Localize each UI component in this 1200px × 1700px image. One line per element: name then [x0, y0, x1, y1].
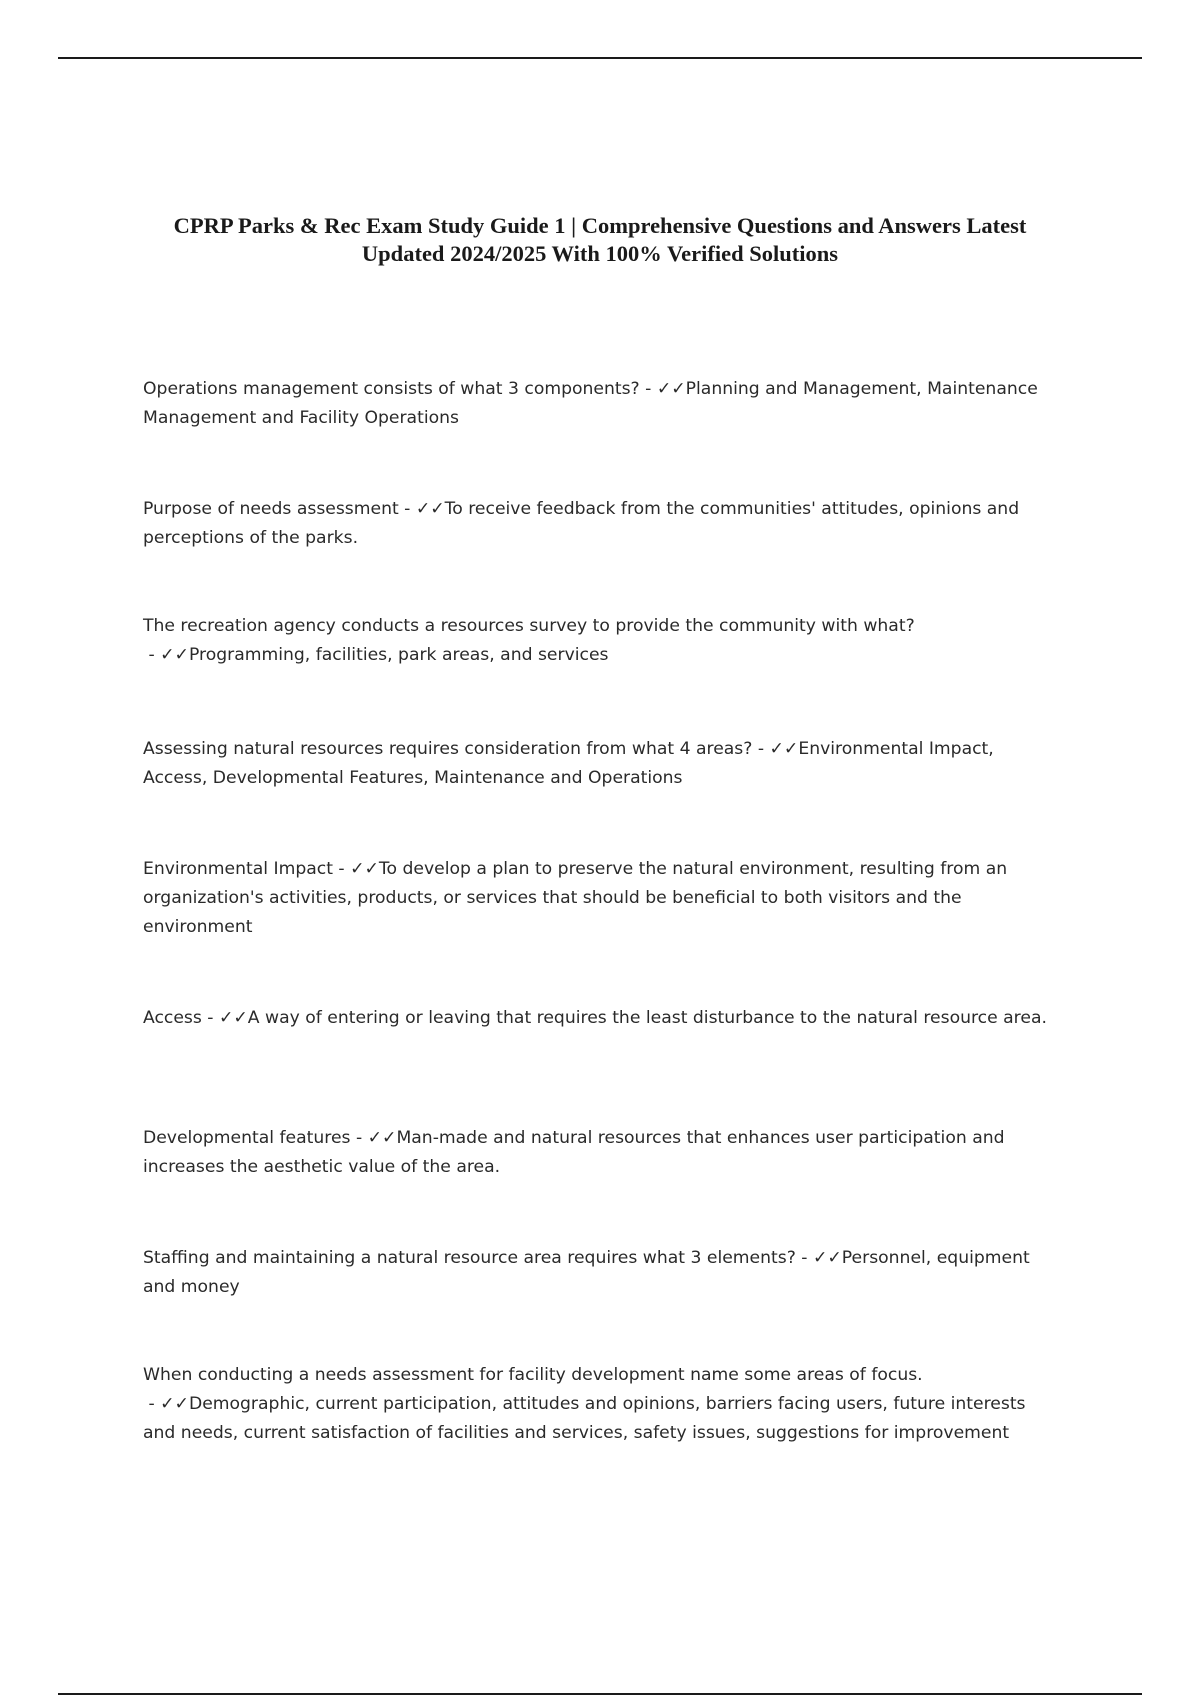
question-text: Developmental features — [143, 1128, 351, 1148]
question-text: Operations management consists of what 3 components? — [143, 379, 640, 399]
qa-entry — [143, 612, 1063, 670]
qa-entry — [143, 855, 1063, 942]
double-check-icon: ✓✓ — [415, 499, 445, 519]
question-text: When conducting a needs assessment for facility development name some areas of focus. — [143, 1365, 923, 1385]
answer-text: To develop a plan to preserve the natural environment, resulting from an organization's activities, products, or services that should be beneficial to both visitors and the environment — [143, 859, 1008, 937]
answer-text: Planning and Management, Maintenance Management and Facility Operations — [143, 379, 1038, 428]
answer-text: Man-made and natural resources that enhances user participation and increases the aesthetic value of the area. — [143, 1128, 1005, 1177]
separator: - — [398, 499, 416, 519]
question-text: Assessing natural resources requires consideration from what 4 areas? — [143, 739, 753, 759]
double-check-icon: ✓✓ — [218, 1008, 248, 1028]
separator: - — [350, 1128, 368, 1148]
qa-entry — [143, 735, 1063, 793]
double-check-icon: ✓✓ — [350, 859, 379, 879]
separator: - — [639, 379, 657, 399]
top-rule — [58, 57, 1142, 59]
separator: - — [795, 1248, 813, 1268]
answer-text: Programming, facilities, park areas, and services — [188, 645, 609, 665]
question-text: Purpose of needs assessment — [143, 499, 399, 519]
question-text: Staffing and maintaining a natural resource area requires what 3 elements? — [143, 1248, 796, 1268]
double-check-icon: ✓✓ — [769, 739, 799, 759]
qa-entry — [143, 1004, 1063, 1033]
separator: - — [143, 645, 161, 665]
double-check-icon: ✓✓ — [160, 1394, 189, 1414]
double-check-icon: ✓✓ — [656, 379, 686, 399]
separator: - — [143, 1394, 161, 1414]
double-check-icon: ✓✓ — [367, 1128, 397, 1148]
answer-text: Demographic, current participation, attitudes and opinions, barriers facing users, future interests and needs, current satisfaction of facilities and services, safety issues, suggestions for improvement — [143, 1394, 1026, 1443]
answer-text: To receive feedback from the communities' attitudes, opinions and perceptions of the parks. — [143, 499, 1020, 548]
qa-entry — [143, 1124, 1063, 1182]
question-text: Environmental Impact — [143, 859, 333, 879]
double-check-icon: ✓✓ — [812, 1248, 842, 1268]
question-text: Access — [143, 1008, 202, 1028]
answer-text: Environmental Impact, Access, Developmental Features, Maintenance and Operations — [143, 739, 994, 788]
qa-entry — [143, 1244, 1063, 1302]
separator: - — [332, 859, 351, 879]
document-title: CPRP Parks & Rec Exam Study Guide 1 | Comprehensive Questions and Answers Latest Updated 2024/2025 With 100% Verified Solutions — [173, 213, 1027, 266]
separator: - — [201, 1008, 219, 1028]
answer-text: Personnel, equipment and money — [143, 1248, 1030, 1297]
double-check-icon: ✓✓ — [160, 645, 189, 665]
question-text: The recreation agency conducts a resources survey to provide the community with what? — [143, 616, 915, 636]
answer-text: A way of entering or leaving that requires the least disturbance to the natural resource area. — [247, 1008, 1047, 1028]
bottom-rule — [58, 1693, 1142, 1695]
qa-entry — [143, 495, 1063, 553]
qa-entry — [143, 1361, 1063, 1448]
separator: - — [752, 739, 770, 759]
qa-entry — [143, 375, 1063, 433]
